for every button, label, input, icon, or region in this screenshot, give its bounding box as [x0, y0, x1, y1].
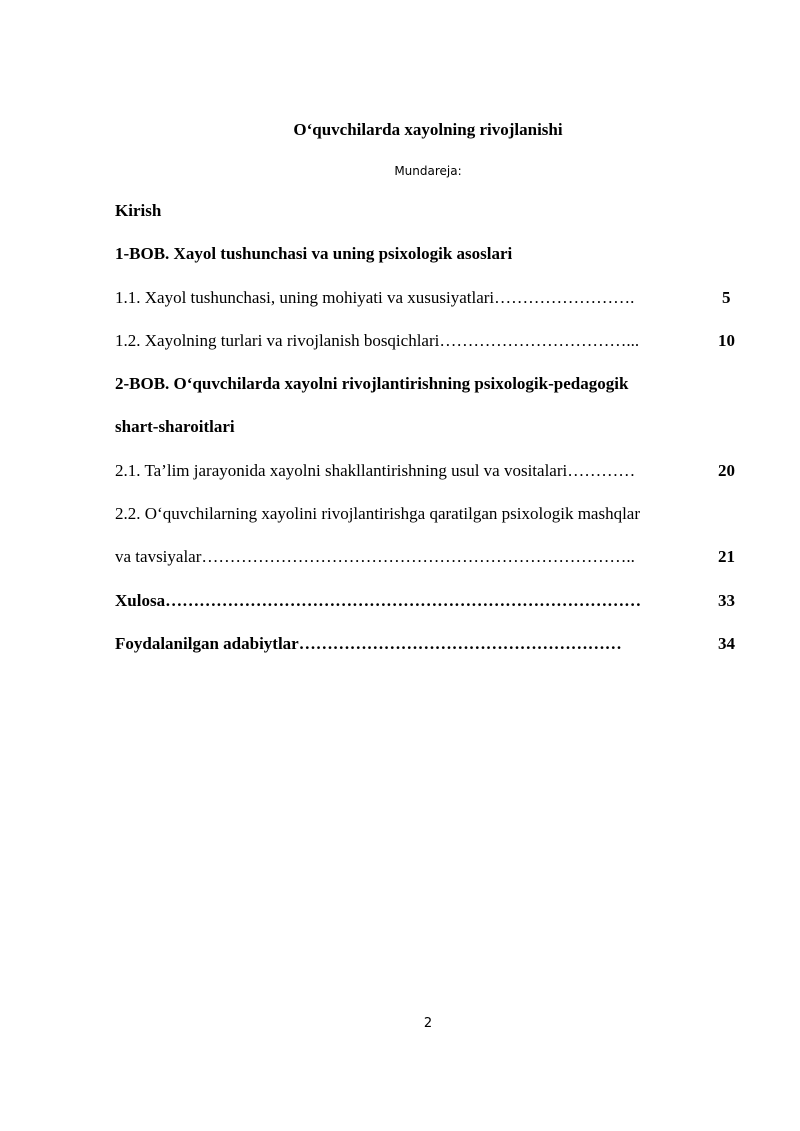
toc-item-2-1-page: 20 — [718, 461, 735, 480]
toc-chapter-1: 1-BOB. Xayol tushunchasi va uning psixologik asoslari — [115, 244, 513, 263]
toc-chapter-2-line-1: 2-BOB. O‘quvchilarda xayolni rivojlantirishning psixologik-pedagogik — [115, 374, 629, 393]
toc-item-1-1-text: 1.1. Xayol tushunchasi, uning mohiyati va xususiyatlari……………………. — [115, 288, 635, 307]
toc-chapter-2-line-2: shart-sharoitlari — [115, 417, 235, 436]
toc-references-page: 34 — [718, 634, 735, 653]
toc-references-text: Foydalanilgan adabiytlar………………………………………………… — [115, 634, 622, 653]
toc-item-1-2-text: 1.2. Xayolning turlari va rivojlanish bosqichlari……………………………... — [115, 331, 640, 350]
toc-item-1-1-page: 5 — [722, 288, 731, 307]
toc-conclusion-page: 33 — [718, 591, 735, 610]
toc-item-2-2-text-line-2: va tavsiyalar………………………………………………………………….. — [115, 547, 635, 566]
toc-item-1-2-page: 10 — [718, 331, 735, 350]
toc-heading: Mundareja: — [394, 164, 462, 178]
toc-item-2-2-text-line-1: 2.2. O‘quvchilarning xayolini rivojlantirishga qaratilgan psixologik mashqlar — [115, 504, 641, 523]
toc-intro: Kirish — [115, 201, 162, 220]
toc-item-2-2-page: 21 — [718, 547, 735, 566]
document-title: O‘quvchilarda xayolning rivojlanishi — [293, 120, 563, 139]
page-number: 2 — [423, 1016, 433, 1031]
toc-conclusion-text: Xulosa………………………………………………………………………… — [115, 591, 642, 610]
toc-item-2-1-text: 2.1. Ta’lim jarayonida xayolni shakllantirishning usul va vositalari………… — [115, 461, 636, 480]
